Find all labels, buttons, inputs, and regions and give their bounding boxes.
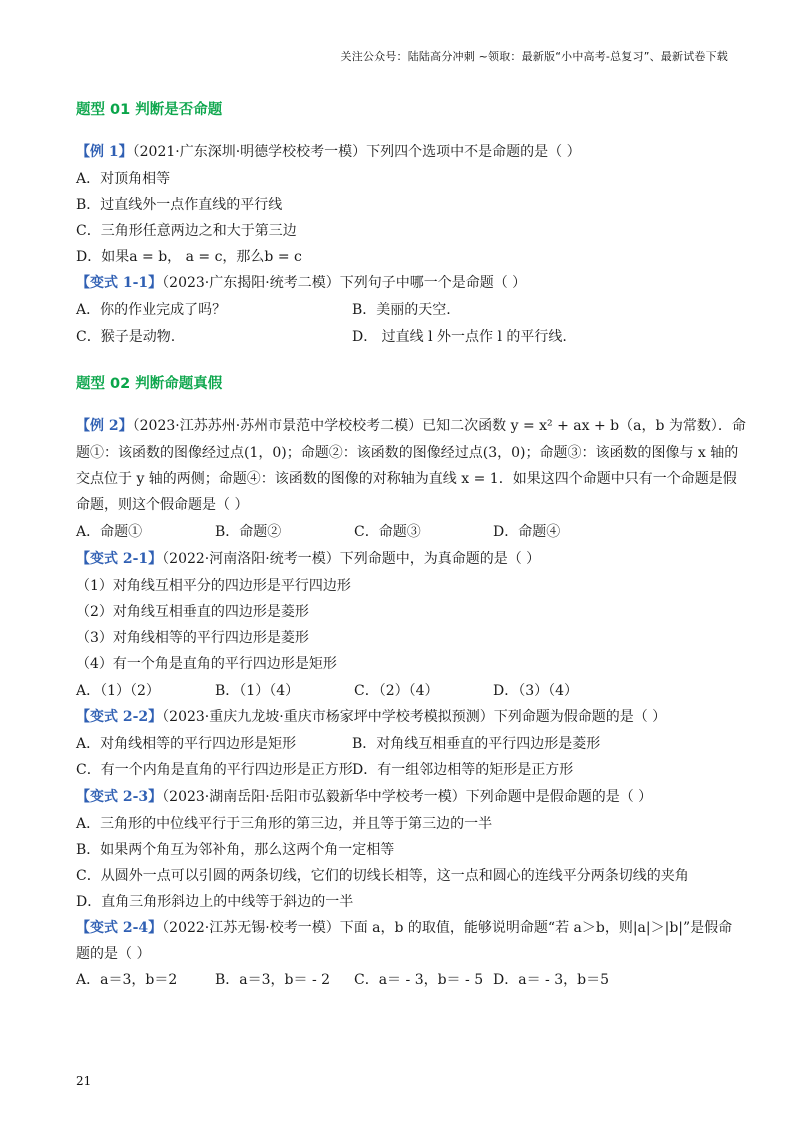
example-2-stem-line3: 交点位于 y 轴的两侧；命题④：该函数的图像的对称轴为直线 x = 1．如果这四个命题中只有一个命题是假 — [76, 471, 737, 487]
variant-2-4-tag: 【变式 2-4】 — [76, 920, 163, 936]
variant-2-2-stem — [76, 707, 730, 727]
variant-2-4-text-1: （2022·江苏无锡·校考一模）下面 a，b 的取值，能够说明命题“若 a＞b，则|a|＞|b|”是假命 — [162, 920, 733, 936]
variant-2-4-option-c: C．a＝ - 3，b＝ - 5 — [354, 972, 484, 988]
variant-2-1-item-1: （1）对角线互相平分的四边形是平行四边形 — [76, 578, 351, 594]
variant-1-1-options-row1 — [76, 300, 730, 320]
variant-2-2-option-a: A．对角线相等的平行四边形是矩形 — [76, 736, 297, 752]
variant-2-1-options — [76, 681, 730, 701]
variant-2-2-options-row1 — [76, 734, 730, 754]
example-2-text-1: （2023·江苏苏州·苏州市景范中学校校考二模）已知二次函数 y = x² + ax + b（a，b 为常数）．命 — [132, 418, 746, 434]
example-2-option-a: A．命题① — [76, 524, 143, 540]
example-2-stem-line2: 题①：该函数的图像经过点(1，0)；命题②：该函数的图像经过点(3，0)；命题③：该函数的图像与 x 轴的 — [76, 445, 739, 461]
variant-2-3-tag: 【变式 2-3】 — [76, 789, 163, 805]
example-1-option-d: D．如果a = b， a = c，那么b = c — [76, 249, 302, 265]
variant-2-2-option-b: B．对角线互相垂直的平行四边形是菱形 — [352, 736, 601, 752]
variant-2-2-text: （2023·重庆九龙坡·重庆市杨家坪中学校考模拟预测）下列命题为假命题的是（ ） — [162, 709, 667, 725]
variant-2-3-option-d: D．直角三角形斜边上的中线等于斜边的一半 — [76, 894, 354, 910]
variant-2-4-option-b: B．a＝3，b＝ - 2 — [215, 972, 331, 988]
variant-2-2-tag: 【变式 2-2】 — [76, 709, 163, 725]
variant-2-2-option-c: C．有一个内角是直角的平行四边形是正方形 — [76, 762, 353, 778]
variant-2-1-item-3: （3）对角线相等的平行四边形是菱形 — [76, 630, 309, 646]
variant-2-1-stem — [76, 549, 730, 569]
variant-1-1-stem — [76, 273, 730, 293]
example-2-tag: 【例 2】 — [76, 418, 133, 434]
variant-2-1-option-a: A．（1）（2） — [76, 683, 160, 699]
example-1-tag: 【例 1】 — [76, 144, 133, 160]
variant-2-1-option-b: B．（1）（4） — [215, 683, 300, 699]
variant-2-2-option-d: D．有一组邻边相等的矩形是正方形 — [352, 762, 574, 778]
variant-2-1-tag: 【变式 2-1】 — [76, 551, 163, 567]
variant-1-1-options-row2 — [76, 327, 730, 347]
section-title-1: 题型 01 判断是否命题 — [76, 102, 223, 118]
example-1-option-a: A．对顶角相等 — [76, 171, 171, 187]
example-2-option-b: B．命题② — [215, 524, 282, 540]
variant-2-4-stem-line1 — [76, 918, 733, 938]
example-2-stem-line4: 命题，则这个假命题是（ ） — [76, 497, 249, 513]
variant-2-1-option-d: D．（3）（4） — [493, 683, 579, 699]
variant-1-1-text: （2023·广东揭阳·统考二模）下列句子中哪一个是命题（ ） — [162, 275, 527, 291]
variant-2-4-stem-line2: 题的是（ ） — [76, 946, 151, 962]
example-2-option-c: C．命题③ — [354, 524, 421, 540]
section-title-2: 题型 02 判断命题真假 — [76, 376, 223, 392]
variant-1-1-option-d: D． 过直线 l 外一点作 l 的平行线. — [352, 329, 567, 345]
variant-2-1-text: （2022·河南洛阳·统考一模）下列命题中，为真命题的是（ ） — [162, 551, 541, 567]
variant-2-1-item-2: （2）对角线互相垂直的四边形是菱形 — [76, 604, 309, 620]
variant-2-3-text: （2023·湖南岳阳·岳阳市弘毅新华中学校考一模）下列命题中是假命题的是（ ） — [162, 789, 653, 805]
example-1-stem — [76, 142, 730, 162]
example-2-options — [76, 522, 730, 542]
variant-2-4-options — [76, 970, 730, 990]
variant-1-1-tag: 【变式 1-1】 — [76, 275, 163, 291]
example-1-text: （2021·广东深圳·明德学校校考一模）下列四个选项中不是命题的是（ ） — [132, 144, 581, 160]
variant-2-3-option-c: C．从圆外一点可以引圆的两条切线，它们的切线长相等，这一点和圆心的连线平分两条切线的夹角 — [76, 868, 689, 884]
example-2-stem-line1 — [76, 416, 746, 436]
example-1-option-c: C．三角形任意两边之和大于第三边 — [76, 223, 297, 239]
variant-1-1-option-c: C．猴子是动物. — [76, 329, 176, 345]
variant-2-4-option-a: A．a＝3，b＝2 — [76, 972, 178, 988]
variant-2-3-stem — [76, 787, 730, 807]
page-header: 关注公众号：陆陆高分冲刺 ~领取：最新版“小中高考-总复习”、最新试卷下载 — [340, 50, 728, 63]
example-2-option-d: D．命题④ — [493, 524, 561, 540]
variant-2-4-option-d: D．a＝ - 3，b＝5 — [493, 972, 609, 988]
variant-2-1-item-4: （4）有一个角是直角的平行四边形是矩形 — [76, 656, 337, 672]
example-1-option-b: B．过直线外一点作直线的平行线 — [76, 197, 283, 213]
variant-2-3-option-b: B．如果两个角互为邻补角，那么这两个角一定相等 — [76, 842, 395, 858]
variant-2-1-option-c: C．（2）（4） — [354, 683, 439, 699]
variant-1-1-option-a: A．你的作业完成了吗？ — [76, 302, 227, 318]
page-number: 21 — [76, 1074, 92, 1088]
variant-2-2-options-row2 — [76, 760, 730, 780]
variant-2-3-option-a: A．三角形的中位线平行于三角形的第三边，并且等于第三边的一半 — [76, 816, 493, 832]
variant-1-1-option-b: B．美丽的天空. — [352, 302, 451, 318]
